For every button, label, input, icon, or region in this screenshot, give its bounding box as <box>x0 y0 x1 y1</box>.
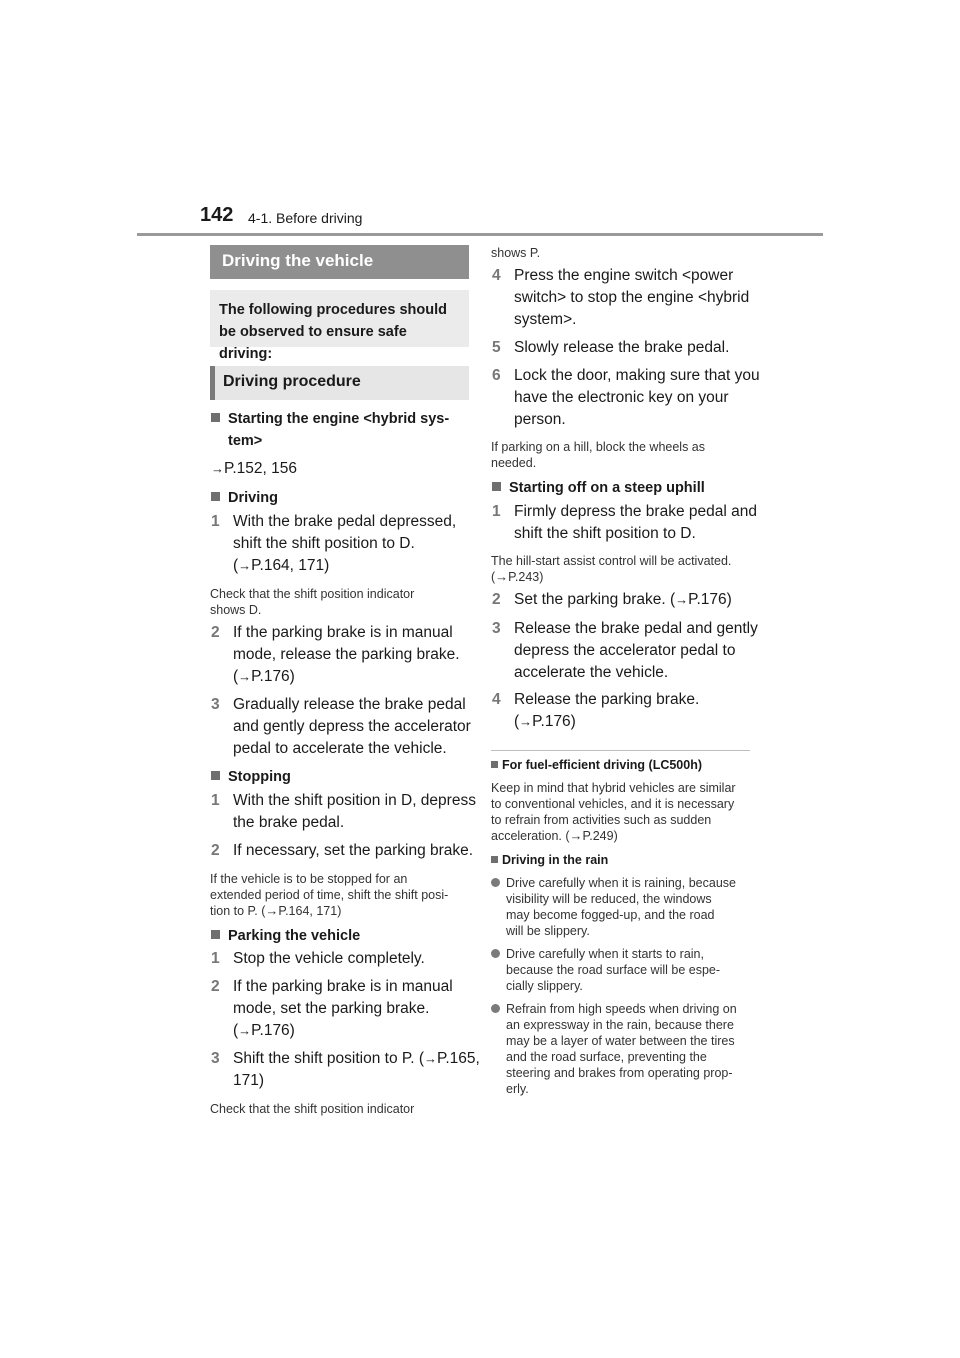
step-number: 2 <box>211 842 220 859</box>
parking-step-2: 2 If the parking brake is in manual mode, set the parking brake. (→P.176) <box>211 976 495 1042</box>
page-reference[interactable]: (→P.176) <box>233 1022 295 1039</box>
step-number: 6 <box>492 367 501 384</box>
square-bullet-icon <box>492 482 501 491</box>
stopping-note: If the vehicle is to be stopped for an extended period of time, shift the shift posi- tion to P. (→P.164, 171) <box>210 872 449 918</box>
parking-step-1: 1 Stop the vehicle completely. <box>211 948 495 970</box>
rain-heading: Driving in the rain <box>491 852 608 868</box>
step-number: 3 <box>211 1050 220 1067</box>
rain-bullet-1: Drive carefully when it is raining, because visibility will be reduced, the windows may become fogged-up, and the road will be slippery. <box>491 875 736 939</box>
uphill-step-4: 4 Release the parking brake. (→P.176) <box>492 689 776 733</box>
page-reference[interactable]: tion to P. (→P.164, 171) <box>210 903 342 918</box>
page-reference[interactable]: Shift the shift position to P. (→P.165, <box>233 1050 480 1067</box>
step-number: 2 <box>211 978 220 995</box>
hill-note: If parking on a hill, block the wheels as needed. <box>491 440 706 470</box>
parking-step-4: 4 Press the engine switch <power switch> to stop the engine <hybrid system>. <box>492 267 750 328</box>
driving-step-3: 3 Gradually release the brake pedal and gently depress the accelerator pedal to accelerate the vehicle. <box>211 696 471 757</box>
driving-heading: Driving <box>211 487 278 509</box>
page-title: Driving the vehicle <box>222 251 374 270</box>
step-number: 4 <box>492 691 501 708</box>
parking-heading: Parking the vehicle <box>211 925 360 947</box>
circle-bullet-icon <box>491 878 500 887</box>
procedure-heading-bar <box>210 366 469 400</box>
stopping-heading: Stopping <box>211 766 291 788</box>
parking-step-3: 3 Shift the shift position to P. (→P.165, 171) <box>211 1048 495 1092</box>
arrow-icon: → <box>569 828 583 843</box>
step-number: 1 <box>211 513 220 530</box>
page-reference[interactable]: (→P.176) <box>514 713 576 730</box>
heading-marker <box>210 366 215 400</box>
uphill-note: The hill-start assist control will be activated. (→P.243) <box>491 554 732 584</box>
circle-bullet-icon <box>491 949 500 958</box>
page-reference[interactable]: acceleration. (→P.249) <box>491 828 618 843</box>
step-number: 1 <box>211 792 220 809</box>
driving-note: Check that the shift position indicator shows D. <box>210 587 415 617</box>
page-reference[interactable]: (→P.164, 171) <box>233 557 330 574</box>
page-reference[interactable]: (→P.176) <box>233 668 295 685</box>
square-bullet-icon <box>211 771 220 780</box>
uphill-heading: Starting off on a steep uphill <box>492 477 705 499</box>
step-number: 3 <box>492 620 501 637</box>
step-number: 2 <box>211 624 220 641</box>
uphill-step-1: 1 Firmly depress the brake pedal and shift the shift position to D. <box>492 503 757 542</box>
stopping-step-1: 1 With the shift position in D, depress the brake pedal. <box>211 792 476 831</box>
title-bar <box>210 245 469 279</box>
square-bullet-icon <box>211 413 220 422</box>
parking-note-cont: shows P. <box>491 246 541 260</box>
info-divider <box>491 750 750 751</box>
stopping-step-2: 2 If necessary, set the parking brake. <box>211 840 495 862</box>
intro-box <box>210 290 469 362</box>
parking-note: Check that the shift position indicator <box>210 1102 415 1116</box>
square-bullet-icon <box>211 930 220 939</box>
square-bullet-icon <box>491 761 498 768</box>
arrow-icon: → <box>211 461 224 476</box>
starting-heading-cont: tem> <box>228 433 263 449</box>
arrow-icon: → <box>424 1051 437 1066</box>
page-reference[interactable]: (→P.243) <box>491 569 544 584</box>
step-number: 1 <box>492 503 501 520</box>
step-number: 3 <box>211 696 220 713</box>
arrow-icon: → <box>238 669 252 684</box>
step-number: 1 <box>211 950 220 967</box>
arrow-icon: → <box>238 558 252 573</box>
header-rule <box>137 233 823 236</box>
square-bullet-icon <box>211 492 220 501</box>
step-number: 5 <box>492 339 501 356</box>
rain-bullet-2: Drive carefully when it starts to rain, because the road surface will be espe- cially slippery. <box>491 946 720 994</box>
arrow-icon: → <box>675 592 689 607</box>
arrow-icon: → <box>495 569 509 584</box>
rain-bullet-3: Refrain from high speeds when driving on an expressway in the rain, because there may be a layer of water between the tires and the road surface, preventing the steering and brakes from operating prop- erly. <box>491 1001 737 1097</box>
intro-text: The following procedures should be observed to ensure safe driving: <box>219 302 447 362</box>
parking-step-5: 5 Slowly release the brake pedal. <box>492 337 776 359</box>
procedure-heading: Driving procedure <box>223 373 361 390</box>
driving-step-2: 2 If the parking brake is in manual mode, release the parking brake. (→P.176) <box>211 622 495 688</box>
circle-bullet-icon <box>491 1004 500 1013</box>
page-reference[interactable]: Set the parking brake. (→P.176) <box>514 591 732 608</box>
fuel-text: Keep in mind that hybrid vehicles are similar to conventional vehicles, and it is necessary to refrain from activities such as sudden acceleration. (→P.249) <box>491 781 736 843</box>
uphill-step-2 <box>492 589 776 611</box>
page-number: 142 <box>200 204 234 226</box>
step-number: 4 <box>492 267 501 284</box>
starting-heading: Starting the engine <hybrid sys- <box>211 408 449 430</box>
parking-step-6: 6 Lock the door, making sure that you have the electronic key on your person. <box>492 367 760 428</box>
section-title: 4-1. Before driving <box>248 210 363 226</box>
step-number: 2 <box>492 591 501 608</box>
uphill-step-3: 3 Release the brake pedal and gently depress the accelerator pedal to accelerate the vehicle. <box>492 620 758 681</box>
starting-ref[interactable]: →P.152, 156 <box>211 460 297 477</box>
arrow-icon: → <box>238 1023 252 1038</box>
driving-step-1: 1 With the brake pedal depressed, shift the shift position to D. (→P.164, 171) <box>211 511 495 577</box>
arrow-icon: → <box>265 903 279 918</box>
arrow-icon: → <box>519 714 533 729</box>
square-bullet-icon <box>491 856 498 863</box>
fuel-heading: For fuel-efficient driving (LC500h) <box>491 757 702 773</box>
